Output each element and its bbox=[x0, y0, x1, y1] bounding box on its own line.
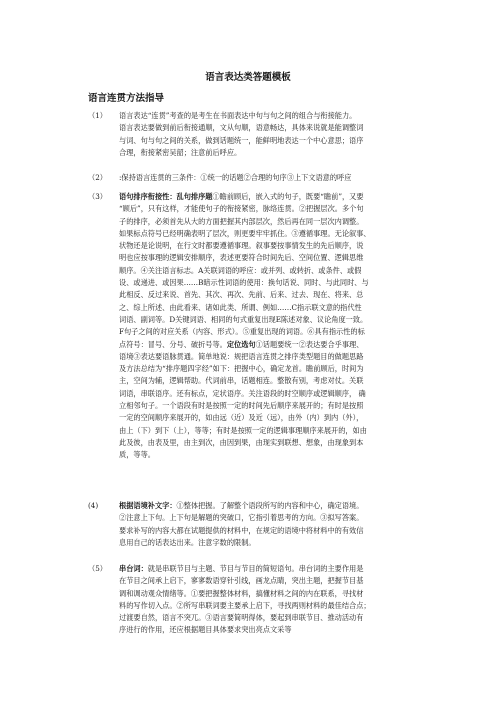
text-line: 在节目之间承上启下，寥寥数语穿针引线，画龙点睛，突出主题，把握节目基 bbox=[119, 576, 364, 586]
text-line: 语境③表达要语脉贯通。简单地说：规把语言连贯之排序类型题目的做题思路 bbox=[119, 351, 364, 361]
text-line: 序进行的作用，还应根据题目具体要求突出亮点文采等 bbox=[119, 625, 292, 635]
text-line: “顾后”，只有这样，才能使句子的衔接紧密，脉络连贯。②把握层次。多个句 bbox=[119, 204, 364, 214]
text-line: 与词、句与句之间的关系，做到话题统一，能鲜明地表达一个中心意思；语序 bbox=[119, 135, 364, 145]
text-line: 调和调动观众情绪等。①要把握整体材料，搞懂材料之间的内在联系，寻找材 bbox=[119, 588, 364, 598]
text-line: 词语、副词等。D关键词语、相同的句式重复出现E陈述对象、议论角度一致。 bbox=[119, 314, 368, 324]
item-lead-2: 定位选句 bbox=[226, 339, 256, 349]
text-line: 语言表达要做到前后衔接通顺，文从句顺，语意畅达，具体来说就是能调整词 bbox=[119, 123, 364, 133]
text-line: 息用自己的话表达出来。注意字数的限制。 bbox=[119, 537, 256, 547]
text-span: ①话题要统一②表达要合乎事理、 bbox=[255, 339, 364, 349]
item-number: （5） bbox=[88, 564, 107, 573]
text-line: 料的写作切入点。②所写串联词要主要承上启下，寻找两则材料的最佳结合点； bbox=[119, 600, 371, 610]
item-4 bbox=[88, 500, 418, 549]
text-line: 顺序。④关注语言标志。A关联词语的呼应：或并列、或转折、或条件、或假 bbox=[119, 265, 362, 275]
text-line: F句子之间的对应关系（内容、形式）。⑤重复出现的词语。⑥具有指示性的标 bbox=[119, 327, 365, 337]
text-line bbox=[119, 500, 418, 512]
text-line: ②注意上下句。上下句是解题的突破口，它指引着思考的方向。③拟写答案。 bbox=[119, 513, 364, 523]
text-line: 及方法总结为“排序题四字经”如下：把握中心，确定龙首。瞻前顾后，时间为 bbox=[119, 364, 364, 374]
text-line: 由上（下）到下（上），等等；有时是按照一定的逻辑事理顺序来展开的，如由 bbox=[119, 425, 367, 435]
text-line bbox=[119, 191, 418, 203]
text-line: 过渡要自然，语言不突兀。③语言要简明得体，要起到串联节目、推动活动有 bbox=[119, 613, 364, 623]
text-line: 质，等等。 bbox=[119, 450, 155, 460]
item-content bbox=[119, 563, 418, 637]
text-line: :保持语言连贯的三条件：①统一的话题②合理的句序③上下文语意的呼应 bbox=[119, 173, 352, 182]
text-line: 此相反、反过来说、首先、其次、再次、先前、后来、过去、现在、将来、总 bbox=[119, 290, 364, 300]
text-line: 设、或递进、或因果……B暗示性词语的使用：换句话说、同时、与此同时、与 bbox=[119, 278, 369, 288]
text-line: 语言表达“连贯”考查的是考生在书面表达中句与句之间的组合与衔接能力。 bbox=[119, 111, 357, 120]
text-span: ①整体把握。了解整个语段所写的内容和中心，确定语境。 bbox=[176, 501, 364, 510]
text-line: 子的排序，必须首先从大的方面把握其内部层次，然后再在同一层次内调整。 bbox=[119, 216, 364, 226]
item-lead: 根据语境补文字： bbox=[119, 501, 177, 510]
text-line: 明也应按事理的逻辑安排顺序，表述更要符合时间先后、空间位置、逻辑思维 bbox=[119, 253, 364, 263]
text-line bbox=[119, 339, 418, 351]
section-heading: 语言连贯方法指导 bbox=[88, 93, 165, 104]
text-line: 如果标点符号已经明确表明了层次，则更要牢牢抓住。③遵循事理。无论叙事、 bbox=[119, 228, 371, 238]
text-line: 之、综上所述、由此看来、诸如此类、所谓、例如……C指示联文意的指代性 bbox=[119, 302, 362, 312]
text-line: 此及彼，由表及里，由主到次，由因到果，由现实到联想、想象，由现象到本 bbox=[119, 437, 364, 447]
item-content bbox=[119, 500, 418, 549]
item-content bbox=[119, 172, 418, 184]
item-number: （2） bbox=[88, 173, 107, 182]
item-content bbox=[119, 110, 418, 159]
item-content bbox=[119, 191, 418, 462]
text-line: 合理，衔接紧密吴韶；注意前后呼应。 bbox=[119, 147, 242, 157]
text-span: 点符号：冒号、分号、破折号等。 bbox=[119, 339, 227, 349]
item-number: (4) bbox=[88, 501, 99, 510]
text-line: 立相邻句子。一个语段有时是按照一定的时间先后顺序来展开的；有时是按照 bbox=[119, 401, 364, 411]
item-number: （1） bbox=[88, 111, 107, 120]
item-3 bbox=[88, 191, 418, 462]
item-2 bbox=[88, 172, 418, 184]
text-span: 就是串联节目与主题、节目与节目的简短语句。串台词的主要作用是 bbox=[147, 564, 364, 573]
text-line: 主，空间为辅，逻辑帮助。代词前串，话题相连。整散有别，考虑对仗。关联 bbox=[119, 376, 364, 386]
document-title: 语言表达类答题模板 bbox=[205, 72, 291, 83]
text-line: 一定的空间顺序来展开的，如由远（近）及近（远），由外（内）到内（外）， bbox=[119, 413, 364, 423]
text-line: 词语，串联语序。还有标点，定状语序。关注语段的时空顺序或逻辑顺序， 确 bbox=[119, 388, 366, 398]
text-line bbox=[119, 563, 418, 575]
item-number: （3） bbox=[88, 192, 107, 201]
text-line: 状物还是论说明，在行文时都要遵循事理。叙事要按事情发生的先后顺序，说 bbox=[119, 241, 364, 251]
text-line: 要求补写的内容大都在试题提供的材料中，在规定的语境中将材料中的有效信 bbox=[119, 525, 364, 535]
item-1 bbox=[88, 110, 418, 159]
item-lead: 语句排序衔接性：乱句排序题 bbox=[119, 192, 213, 201]
text-span: ①瞻前顾后，嵌入式的句子，既要“瞻前”，又要 bbox=[212, 192, 364, 201]
item-lead: 串台词： bbox=[119, 564, 148, 573]
item-5 bbox=[88, 563, 418, 637]
